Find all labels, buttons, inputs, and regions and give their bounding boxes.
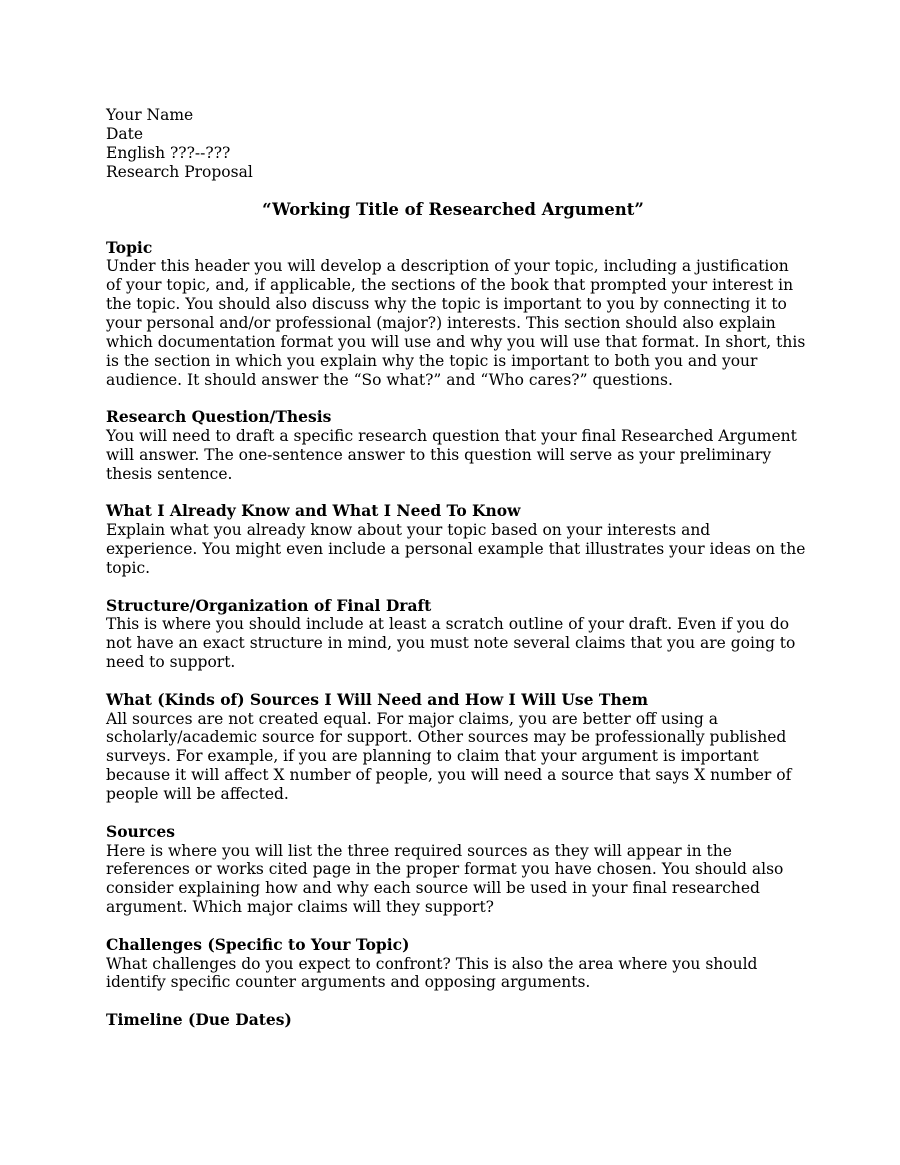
section-structure (106, 597, 806, 673)
section-body: Here is where you will list the three required sources as they will appear in the references or works cited page in the proper format you have chosen. You should also consider explaining how and why each source will be used in your final researched argument. Which major claims will they support? (106, 841, 784, 917)
header-block (106, 106, 806, 182)
section-kinds-of-sources (106, 691, 806, 804)
section-heading: What (Kinds of) Sources I Will Need and How I Will Use Them (106, 689, 648, 709)
section-body: Under this header you will develop a description of your topic, including a justification of your topic, and, if applicable, the sections of the book that prompted your interest in the topic. You should also discuss why the topic is important to you by connecting it to your personal and/or professional (major?) interests. This section should also explain which documentation format you will use and why you will use that format. In short, this is the section in which you explain why the topic is important to both you and your audience. It should answer the “So what?” and “Who cares?” questions. (106, 257, 806, 389)
section-research-question (106, 408, 806, 484)
section-heading: What I Already Know and What I Need To Know (106, 501, 521, 521)
section-topic (106, 239, 806, 390)
section-sources (106, 823, 806, 918)
section-heading: Research Question/Thesis (106, 407, 332, 427)
section-heading: Timeline (Due Dates) (106, 1009, 292, 1029)
section-heading: Sources (106, 821, 175, 841)
section-heading: Topic (106, 237, 153, 257)
date-line: Date (106, 124, 144, 143)
section-body: What challenges do you expect to confront? This is also the area where you should identify specific counter arguments and opposing arguments. (106, 954, 758, 992)
section-timeline (106, 1011, 806, 1030)
course-line: English ???--??? (106, 143, 231, 162)
document-title: “Working Title of Researched Argument” (262, 199, 644, 219)
section-challenges (106, 936, 806, 993)
student-name: Your Name (106, 106, 194, 124)
section-heading: Challenges (Specific to Your Topic) (106, 934, 410, 954)
document-page (106, 106, 806, 1048)
section-heading: Structure/Organization of Final Draft (106, 595, 432, 615)
section-body: You will need to draft a specific research question that your final Researched Argument will answer. The one-sentence answer to this question will serve as your preliminary thesis sentence. (106, 427, 797, 483)
section-body: This is where you should include at least a scratch outline of your draft. Even if you do not have an exact structure in mind, you must note several claims that you are going to need to support. (106, 615, 796, 672)
section-what-i-know (106, 502, 806, 578)
section-body: All sources are not created equal. For major claims, you are better off using a scholarly/academic source for support. Other sources may be professionally published surveys. For example, if you are planning to claim that your argument is important because it will affect X number of people, you will need a source that says X number of people will be affected. (106, 709, 792, 804)
section-body: Explain what you already know about your topic based on your interests and experience. You might even include a personal example that illustrates your ideas on the topic. (106, 521, 806, 578)
document-type: Research Proposal (106, 162, 253, 181)
